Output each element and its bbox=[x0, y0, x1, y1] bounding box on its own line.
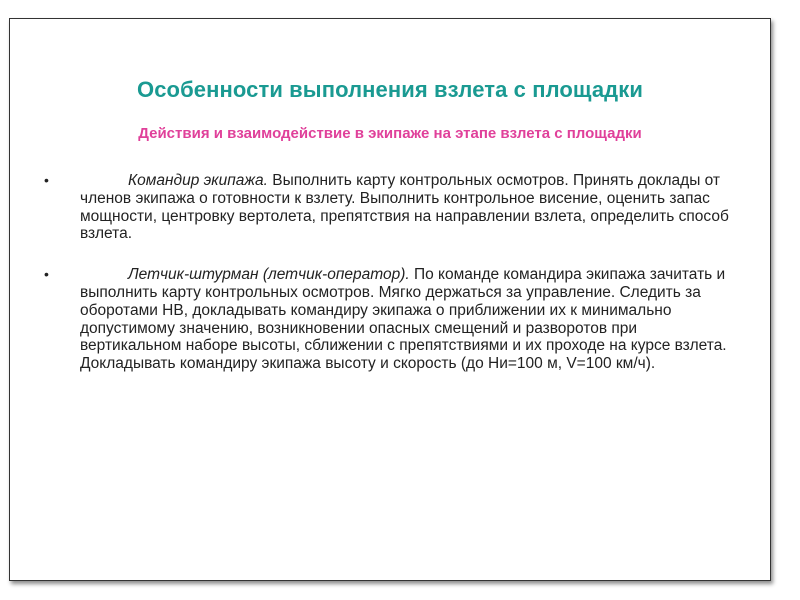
bullet-item-commander bbox=[40, 172, 740, 243]
bullet-list bbox=[40, 172, 740, 373]
bullet-marker: • bbox=[44, 172, 49, 188]
bullet-marker: • bbox=[44, 266, 49, 283]
slide bbox=[9, 18, 771, 581]
bullet-text-commander: Выполнить карту контрольных осмотров. Принять доклады от членов экипажа о готовности к взлету. Выполнить контрольное висение, оценить запас мощности, центровку вертолета, препятствия на направлении взлета, определить способ взлета. bbox=[80, 172, 729, 243]
slide-subtitle: Действия и взаимодействие в экипаже на этапе взлета с площадки bbox=[138, 125, 642, 142]
bullet-lead-navigator: Летчик-штурман (летчик-оператор). bbox=[128, 266, 410, 284]
bullet-lead-commander: Командир экипажа. bbox=[128, 172, 268, 189]
bullet-item-navigator bbox=[40, 266, 740, 373]
slide-title: Особенности выполнения взлета с площадки bbox=[137, 77, 643, 102]
bullet-text-navigator: По команде командира экипажа зачитать и выполнить карту контрольных осмотров. Мягко держаться за управление. Следить за оборотами НВ, докладывать командиру экипажа о приближении их к минимально допустимому значению, возникновении опасных смещений и разворотов при вертикальном наборе высоты, сближении с препятствиями и их проходе на курсе взлета. Докладывать командиру экипажа высоту и скорость (до Ни=100 м, V=100 км/ч). bbox=[80, 266, 727, 373]
